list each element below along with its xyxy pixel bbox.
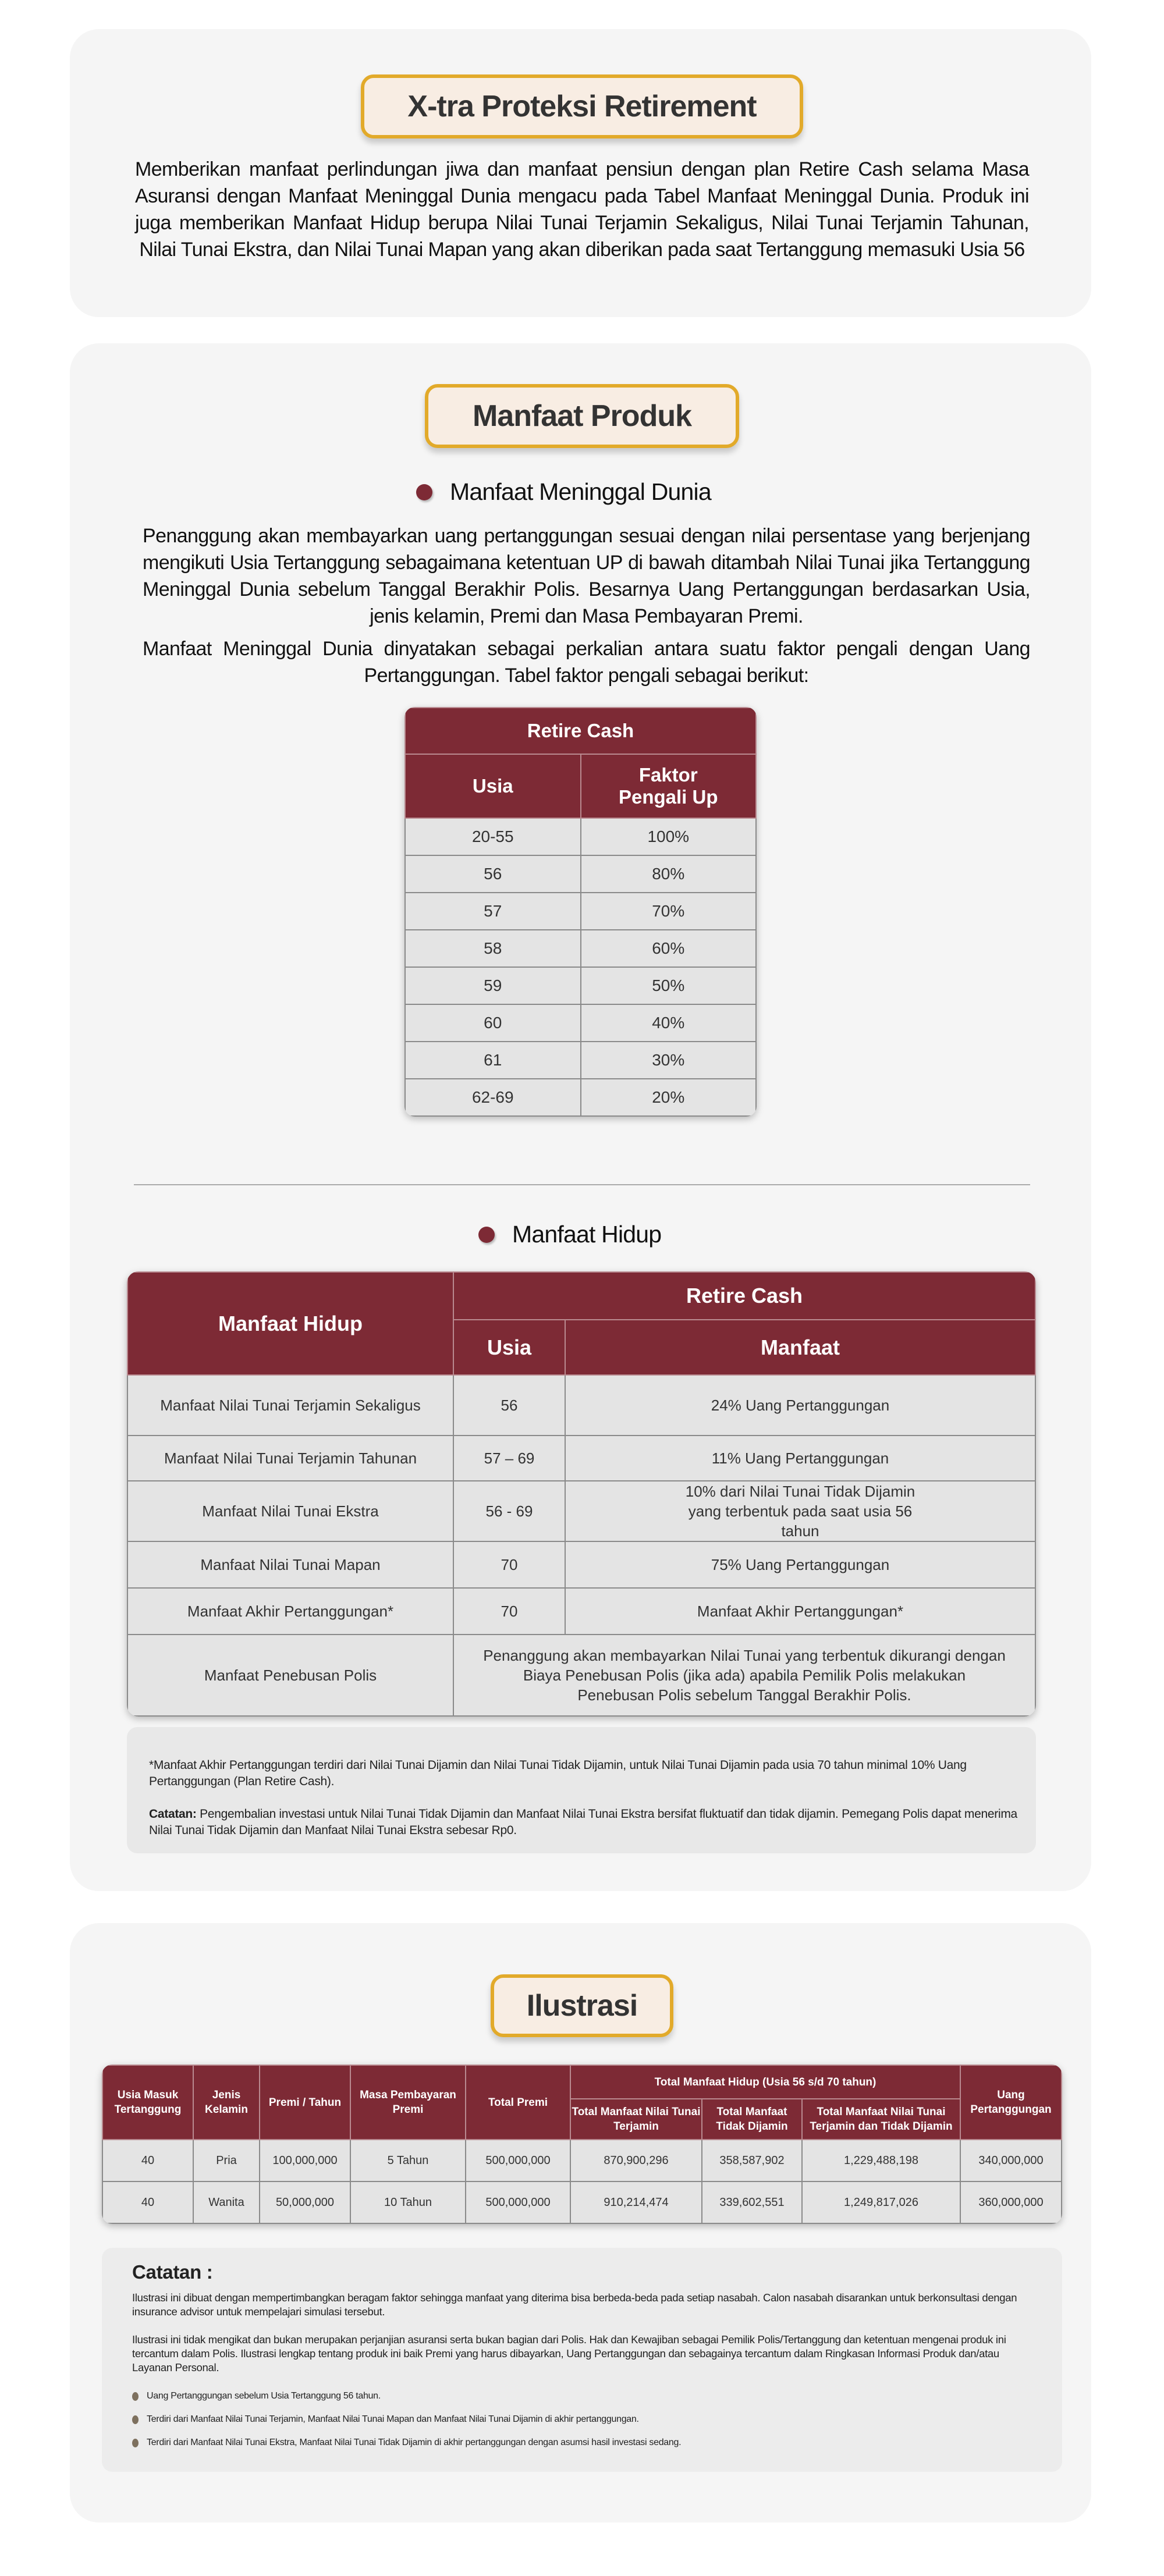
table-cell: 10 Tahun <box>350 2181 466 2223</box>
table-row <box>127 1436 1035 1481</box>
table-cell: 50,000,000 <box>260 2181 350 2223</box>
faktor-cell: 60% <box>581 930 757 967</box>
faktor-cell: 30% <box>581 1042 757 1079</box>
usia-cell: 70 <box>453 1541 565 1588</box>
table-cell: Pria <box>193 2140 260 2181</box>
meninggal-p1: Penanggung akan membayarkan uang pertanggungan sesuai dengan nilai persentase yang berjenjang mengikuti Usia Tertanggung sebagaimana ketentuan UP di bawah ditambah Nilai Tunai jika Tertanggung Meninggal Dunia sebelum Tanggal Berakhir Polis. Besarnya Uang Pertanggungan berdasarkan Usia, jenis kelamin, Premi dan Masa Pembayaran Premi. <box>143 525 1030 627</box>
col-jenis: Jenis Kelamin <box>193 2065 260 2140</box>
usia-cell: 56 <box>453 1375 565 1436</box>
table-cell: 5 Tahun <box>350 2140 466 2181</box>
usia-cell: 61 <box>405 1042 581 1079</box>
usia-cell: 60 <box>405 1004 581 1042</box>
catatan-title: Catatan : <box>132 2261 213 2283</box>
table-row <box>127 1481 1035 1541</box>
col-t2: Total Manfaat Tidak Dijamin <box>702 2099 802 2140</box>
usia-cell: 57 <box>405 893 581 930</box>
usia-cell: 62-69 <box>405 1079 581 1116</box>
ilustrasi-title: Ilustrasi <box>491 1974 673 2037</box>
table-cell: 100,000,000 <box>260 2140 350 2181</box>
table-title: Retire Cash <box>405 708 756 754</box>
benefit-cell: Manfaat Penebusan Polis <box>127 1635 453 1716</box>
table-row <box>405 967 756 1004</box>
meninggal-p2: Manfaat Meninggal Dunia dinyatakan sebagai perkalian antara suatu faktor pengali dengan Uang Pertanggungan. Tabel faktor pengali sebagai berikut: <box>143 638 1030 687</box>
col-premi: Premi / Tahun <box>260 2065 350 2140</box>
group-total-manfaat: Total Manfaat Hidup (Usia 56 s/d 70 tahun) <box>570 2065 960 2099</box>
bullet-text: Terdiri dari Manfaat Nilai Tunai Terjamin, Manfaat Nilai Tunai Mapan dan Manfaat Nilai Tunai Dijamin di akhir pertanggungan. <box>147 2414 639 2424</box>
table-cell: 500,000,000 <box>466 2140 570 2181</box>
note-text: Pengembalian investasi untuk Nilai Tunai Tidak Dijamin dan Manfaat Nilai Tunai Ekstra bersifat fluktuatif dan tidak dijamin. Pemegang Polis dapat menerima Nilai Tunai Tidak Dijamin dan Manfaat Nilai Tunai Ekstra sebesar Rp0. <box>149 1807 1017 1837</box>
hidup-heading <box>478 1221 661 1248</box>
table-row <box>102 2181 1062 2223</box>
table-row <box>405 1042 756 1079</box>
benefit-cell: Manfaat Nilai Tunai Ekstra <box>127 1481 453 1541</box>
table-cell: 500,000,000 <box>466 2181 570 2223</box>
faktor-cell: 20% <box>581 1079 757 1116</box>
retire-cash-table <box>404 707 757 1117</box>
manfaat-cell: Penanggung akan membayarkan Nilai Tunai yang terbentuk dikurangi dengan Biaya Penebusan Polis (jika ada) apabila Pemilik Polis melakukan Penebusan Polis sebelum Tanggal Berakhir Polis. <box>453 1635 1035 1716</box>
table-cell: 360,000,000 <box>960 2181 1062 2223</box>
usia-cell: 20-55 <box>405 818 581 855</box>
col-manfaat-hidup: Manfaat Hidup <box>127 1272 453 1375</box>
manfaat-cell: 75% Uang Pertanggungan <box>565 1541 1035 1588</box>
col-usia: Usia <box>405 754 581 818</box>
manfaat-hidup-table <box>127 1271 1036 1717</box>
table-row <box>405 855 756 893</box>
catatan-p1: Ilustrasi ini dibuat dengan mempertimbangkan beragam faktor sehingga manfaat yang diterima bisa berbeda-beda pada setiap nasabah. Calon nasabah disarankan untuk berkonsultasi dengan insurance advisor untuk mempelajari simulasi tersebut. <box>132 2291 1017 2318</box>
table-row <box>405 1079 756 1116</box>
bullet-text: Uang Pertanggungan sebelum Usia Tertanggung 56 tahun. <box>147 2391 381 2401</box>
bullet-item <box>132 2389 1039 2404</box>
table-cell: 1,229,488,198 <box>802 2140 960 2181</box>
heading-text: Manfaat Meninggal Dunia <box>450 478 711 505</box>
note-1: *Manfaat Akhir Pertanggungan terdiri dari Nilai Tunai Dijamin dan Nilai Tunai Tidak Dijamin, untuk Nilai Tunai Dijamin pada usia 70 tahun minimal 10% Uang Pertanggungan (Plan Retire Cash). <box>149 1758 967 1788</box>
benefit-cell: Manfaat Nilai Tunai Mapan <box>127 1541 453 1588</box>
table-row <box>102 2140 1062 2181</box>
col-manfaat: Manfaat <box>565 1320 1035 1375</box>
group-retire-cash: Retire Cash <box>453 1272 1035 1320</box>
table-row <box>127 1375 1035 1436</box>
usia-cell: 59 <box>405 967 581 1004</box>
catatan-p2: Ilustrasi ini tidak mengikat dan bukan merupakan perjanjian asuransi serta bukan bagian dari Polis. Hak dan Kewajiban sebagai Pemilik Polis/Tertanggung dan ketentuan mengenai produk ini tercantum dalam Polis. Ilustrasi lengkap tentang produk ini baik Premi yang harus dibayarkan, Uang Pertanggungan dan sebagainya tercantum dalam Ringkasan Informasi Produk dan/atau Layanan Personal. <box>132 2333 1006 2374</box>
manfaat-cell: 10% dari Nilai Tunai Tidak Dijamin yang terbentuk pada saat usia 56 tahun <box>565 1481 1035 1541</box>
bullet-item <box>132 2412 1039 2427</box>
col-up: Uang Pertanggungan <box>960 2065 1062 2140</box>
table-cell: 910,214,474 <box>570 2181 702 2223</box>
col-usia: Usia Masuk Tertanggung <box>102 2065 193 2140</box>
table-row <box>405 930 756 967</box>
benefit-cell: Manfaat Nilai Tunai Terjamin Tahunan <box>127 1436 453 1481</box>
bullet-icon <box>132 2439 139 2447</box>
bullet-text: Terdiri dari Manfaat Nilai Tunai Ekstra, Manfaat Nilai Tunai Tidak Dijamin di akhir pertanggungan dengan asumsi hasil investasi sedang. <box>147 2438 682 2447</box>
col-t1: Total Manfaat Nilai Tunai Terjamin <box>570 2099 702 2140</box>
table-cell: 870,900,296 <box>570 2140 702 2181</box>
faktor-cell: 70% <box>581 893 757 930</box>
table-cell: 1,249,817,026 <box>802 2181 960 2223</box>
note-label: Catatan: <box>149 1807 197 1821</box>
table-cell: 358,587,902 <box>702 2140 802 2181</box>
table-row <box>127 1588 1035 1635</box>
faktor-cell: 50% <box>581 967 757 1004</box>
table-row <box>127 1541 1035 1588</box>
manfaat-cell: 24% Uang Pertanggungan <box>565 1375 1035 1436</box>
hidup-note <box>127 1727 1036 1853</box>
bullet-item <box>132 2435 1039 2450</box>
table-cell: 40 <box>102 2181 193 2223</box>
usia-cell: 58 <box>405 930 581 967</box>
bullet-icon <box>478 1227 495 1243</box>
usia-cell: 57 – 69 <box>453 1436 565 1481</box>
col-usia: Usia <box>453 1320 565 1375</box>
col-faktor: Faktor Pengali Up <box>581 754 757 818</box>
manfaat-cell: Manfaat Akhir Pertanggungan* <box>565 1588 1035 1635</box>
catatan-box <box>102 2248 1062 2472</box>
col-total-premi: Total Premi <box>466 2065 570 2140</box>
meninggal-heading <box>416 478 711 506</box>
intro-title: X-tra Proteksi Retirement <box>361 74 803 138</box>
divider <box>134 1184 1030 1185</box>
note-2 <box>149 1806 1020 1839</box>
bullet-icon <box>132 2392 139 2401</box>
faktor-cell: 100% <box>581 818 757 855</box>
table-row <box>405 1004 756 1042</box>
faktor-cell: 40% <box>581 1004 757 1042</box>
bullet-icon <box>416 484 432 500</box>
table-cell: 40 <box>102 2140 193 2181</box>
table-cell: 340,000,000 <box>960 2140 1062 2181</box>
table-row <box>127 1635 1035 1716</box>
table-cell: 339,602,551 <box>702 2181 802 2223</box>
ilustrasi-table <box>102 2065 1062 2224</box>
produk-title: Manfaat Produk <box>425 384 739 448</box>
manfaat-cell: 11% Uang Pertanggungan <box>565 1436 1035 1481</box>
usia-cell: 70 <box>453 1588 565 1635</box>
faktor-cell: 80% <box>581 855 757 893</box>
table-cell: Wanita <box>193 2181 260 2223</box>
benefit-cell: Manfaat Nilai Tunai Terjamin Sekaligus <box>127 1375 453 1436</box>
bullet-icon <box>132 2415 139 2424</box>
table-row <box>405 893 756 930</box>
col-t3: Total Manfaat Nilai Tunai Terjamin dan Tidak Dijamin <box>802 2099 960 2140</box>
table-row <box>405 818 756 855</box>
intro-text: Memberikan manfaat perlindungan jiwa dan manfaat pensiun dengan plan Retire Cash selama Masa Asuransi dengan Manfaat Meninggal Dunia mengacu pada Tabel Manfaat Meninggal Dunia. Produk ini juga memberikan Manfaat Hidup berupa Nilai Tunai Terjamin Sekaligus, Nilai Tunai Terjamin Tahunan, Nilai Tunai Ekstra, dan Nilai Tunai Mapan yang akan diberikan pada saat Tertanggung memasuki Usia 56 <box>135 158 1029 261</box>
benefit-cell: Manfaat Akhir Pertanggungan* <box>127 1588 453 1635</box>
col-masa: Masa Pembayaran Premi <box>350 2065 466 2140</box>
heading-text: Manfaat Hidup <box>512 1221 662 1248</box>
usia-cell: 56 <box>405 855 581 893</box>
usia-cell: 56 - 69 <box>453 1481 565 1541</box>
